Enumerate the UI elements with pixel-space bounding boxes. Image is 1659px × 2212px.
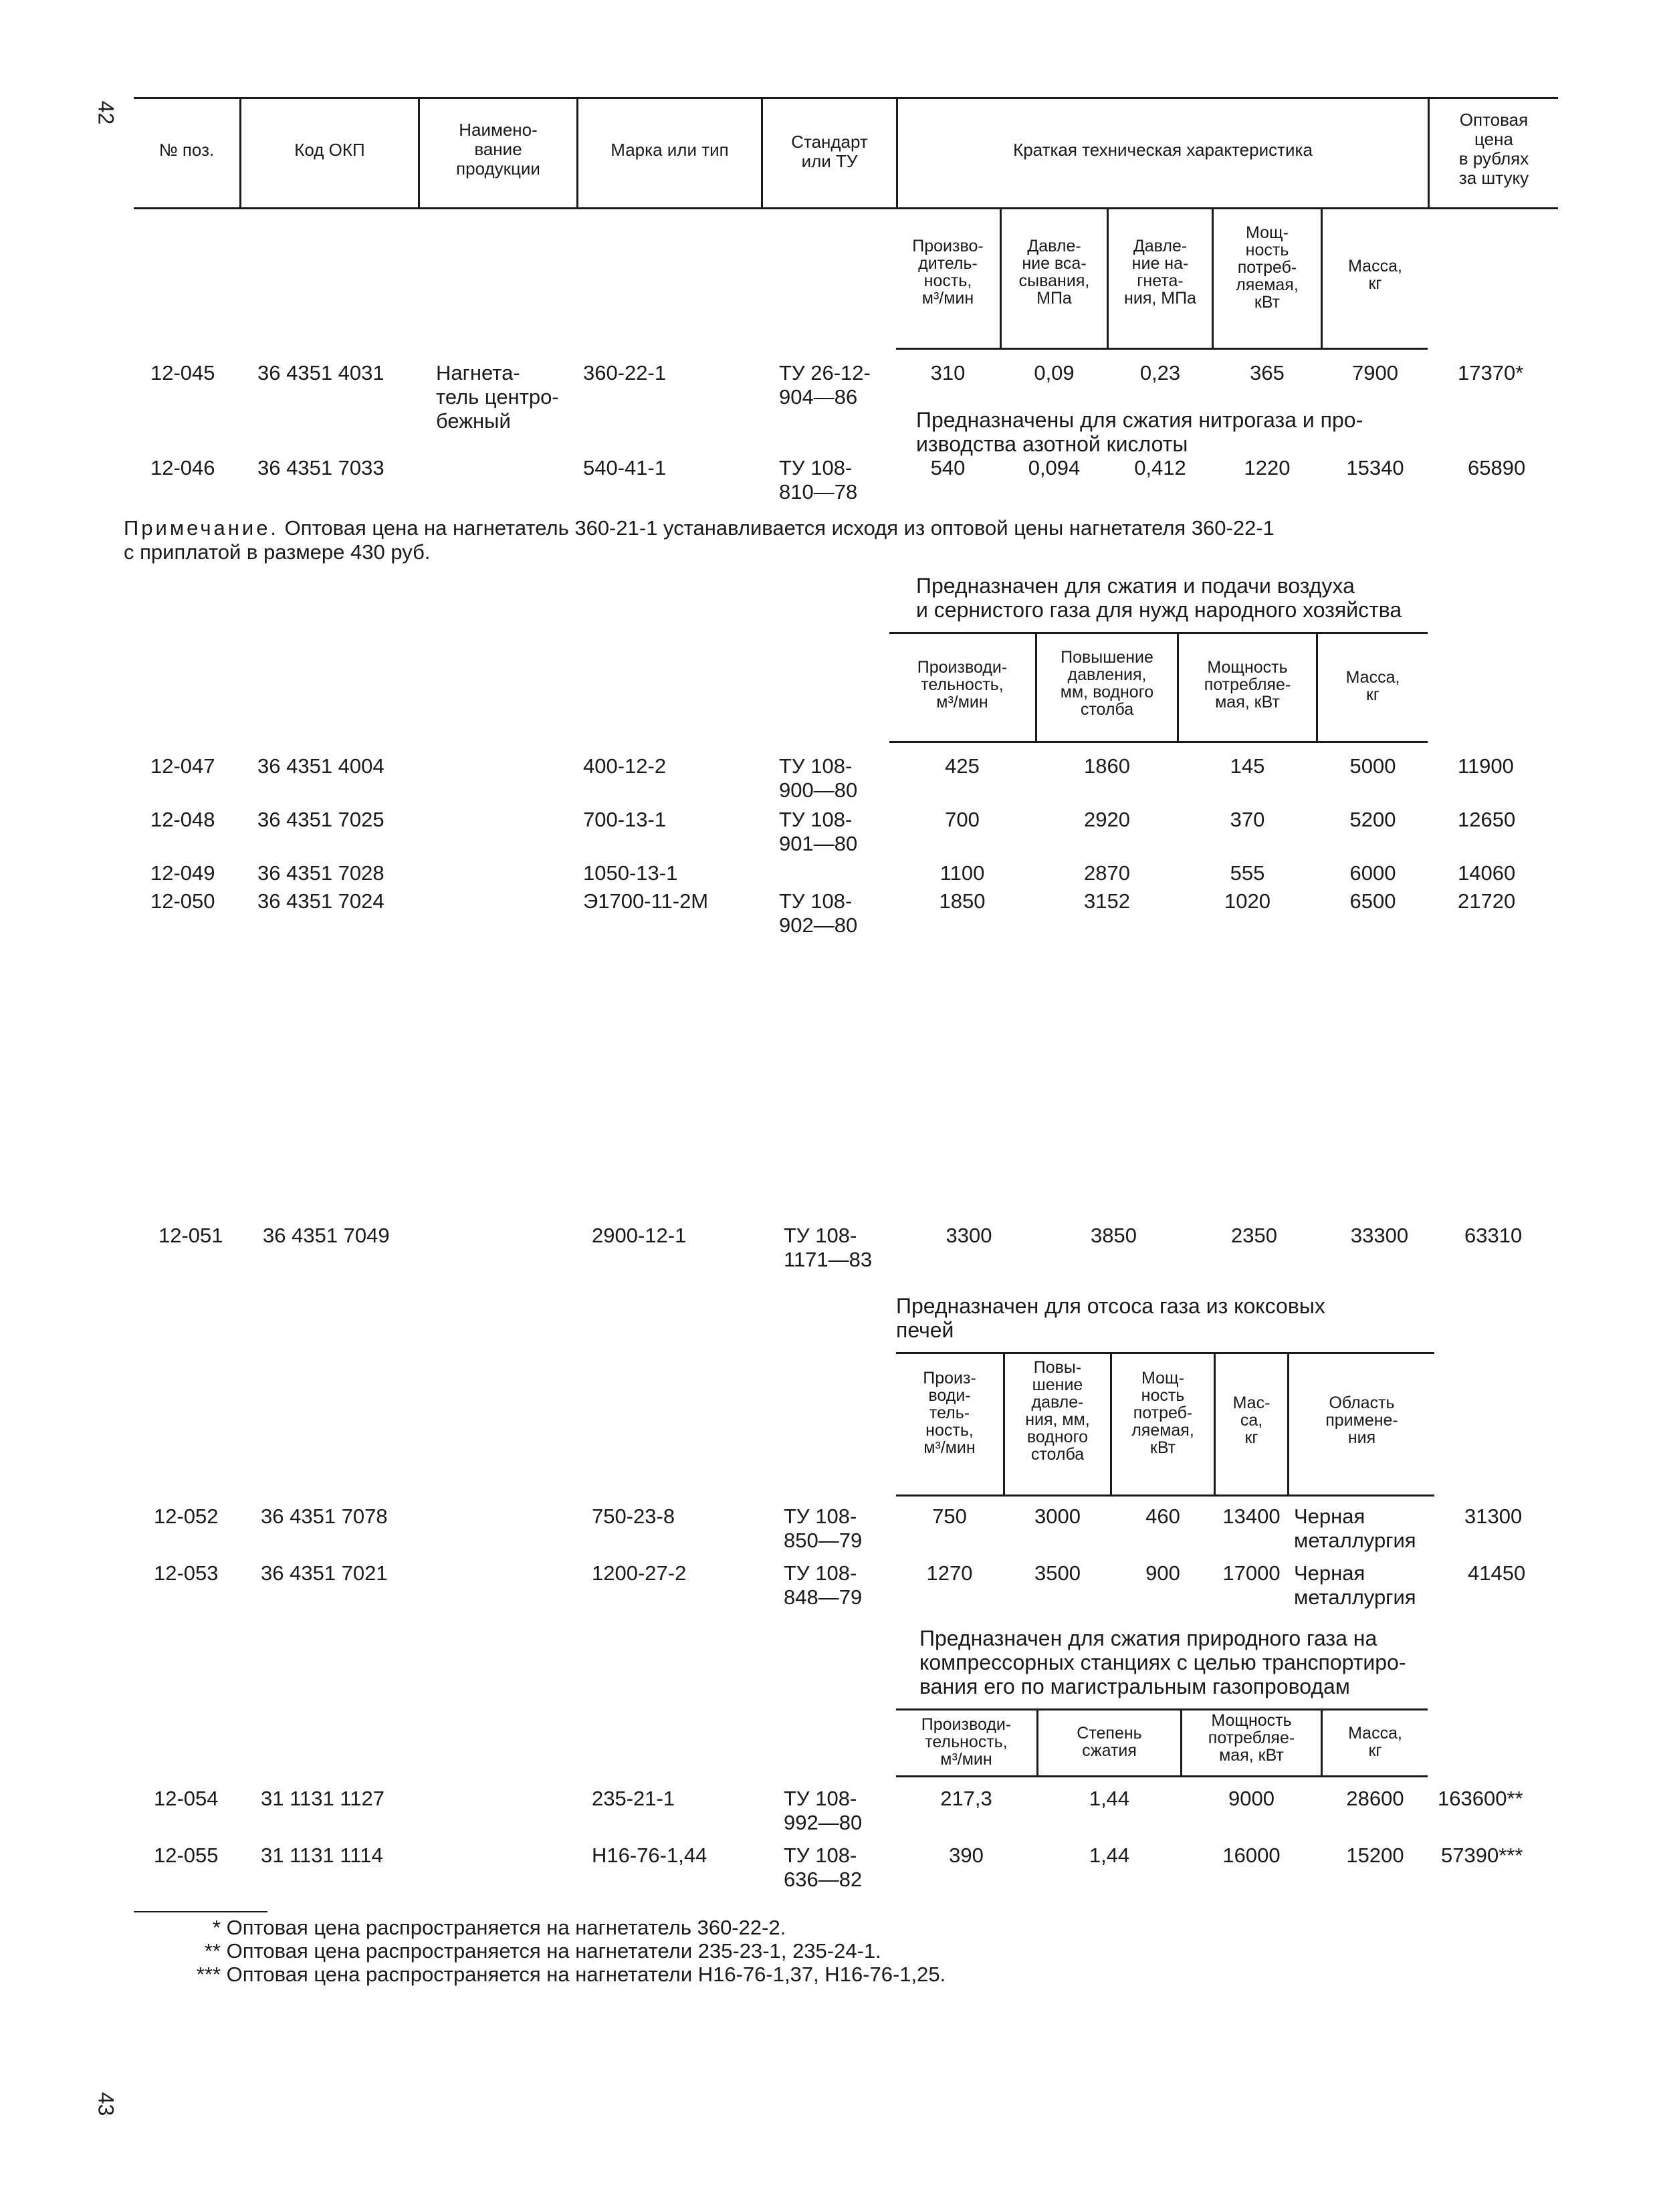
subheader-col [1323,1725,1428,1759]
row-okp: 36 4351 7025 [257,808,384,831]
subheader-line: м³/мин [921,289,974,308]
row-num: 12-048 [150,808,215,831]
row-std [784,1561,862,1610]
row-value: 2870 [1084,861,1130,885]
row-value: 1,44 [1089,1844,1130,1867]
row-value: 16000 [1222,1844,1281,1867]
page-number-bottom: 43 [94,2092,118,2116]
row-value: 6000 [1349,861,1396,885]
purpose-text [919,1626,1406,1698]
row-brand: Э1700-11-2М [583,889,709,913]
subheader-col [1179,659,1316,711]
row-std-line: 900—80 [779,778,858,802]
subheader-col [896,1369,1003,1456]
subheader-line: МПа [1036,289,1072,308]
row-brand: Н16-76-1,44 [592,1844,707,1867]
subheader-line: са, [1240,1411,1263,1430]
subheader-line: ность [1245,241,1289,259]
subheader-line: м³/мин [940,1750,992,1769]
subheader-top-rule [889,632,1428,634]
row-value: 33300 [1350,1224,1409,1247]
subheader-col [1112,1369,1214,1456]
subheader-line: давления, [1067,665,1147,684]
subheader-line: м³/мин [936,693,988,711]
subheader-top-rule [896,1708,1428,1710]
subheader-line: ние вса- [1022,254,1087,273]
subheader-col [1289,1394,1434,1446]
subheader-line: Масса, [1348,257,1402,275]
product-name-line: бежный [436,409,511,433]
row-num: 12-045 [150,361,215,384]
row-okp: 31 1131 1114 [261,1844,383,1867]
row-std-line: 902—80 [779,913,858,937]
header-name [420,120,576,179]
row-value: 370 [1230,808,1265,831]
footnote-mark: *** [196,1963,221,1986]
header-tech: Краткая техническая характеристика [1013,140,1313,160]
note-label: Примечание. [124,516,280,540]
row-std-line: 901—80 [779,832,858,855]
row-std-line: ТУ 108- [784,1787,857,1810]
header-name-line: продукции [456,158,540,179]
row-std-line: ТУ 26-12- [779,361,871,384]
row-num: 12-052 [154,1505,219,1528]
header-price-line: Оптовая [1459,110,1529,130]
row-value: 460 [1145,1505,1180,1528]
subheader-col [1182,1712,1321,1764]
footnote-text: Оптовая цена распространяется на нагнетатели 235-23-1, 235-24-1. [226,1939,881,1963]
row-okp: 36 4351 7049 [263,1224,390,1247]
subheader-line: потребляе- [1204,675,1291,694]
subheader-col [1002,237,1107,307]
row-brand: 1050-13-1 [583,861,678,885]
row-okp: 36 4351 7078 [261,1505,388,1528]
subheader-col [1216,1394,1287,1446]
header-bottom-rule [134,207,1558,209]
row-value: 3000 [1034,1505,1081,1528]
row-okp: 36 4351 4004 [257,754,384,778]
subheader-line: гнета- [1137,271,1184,290]
subheader-line: ность, [923,271,972,290]
subheader-line: потреб- [1133,1404,1193,1422]
row-price: 11900 [1458,754,1514,778]
page-number-top: 42 [94,100,118,125]
row-value: 2350 [1231,1224,1277,1247]
footnote-mark: * [212,1916,221,1939]
row-area [1294,1561,1416,1610]
row-num: 12-049 [150,861,215,885]
row-std-line: 810—78 [779,480,858,504]
subheader-line: ния, мм, [1025,1410,1090,1429]
row-price: 163600** [1438,1787,1523,1810]
purpose-line: и сернистого газа для нужд народного хозяйства [916,598,1402,622]
purpose-line: Предназначен для сжатия и подачи воздуха [916,574,1355,598]
row-value: 0,094 [1028,456,1081,479]
subheader-line: тельность, [925,1733,1008,1751]
subheader-line: ние на- [1131,254,1189,273]
row-okp: 36 4351 7024 [257,889,384,913]
row-std-line: 636—82 [784,1868,863,1891]
row-value: 15200 [1346,1844,1404,1867]
subheader-line: Степень [1077,1724,1142,1743]
row-value: 13400 [1222,1505,1281,1528]
row-value: 1860 [1084,754,1130,778]
row-value: 1270 [926,1561,973,1585]
subheader-line: кВт [1254,293,1281,312]
header-num: № поз. [158,140,215,160]
row-okp: 36 4351 7033 [257,456,384,479]
row-brand: 1200-27-2 [592,1561,687,1585]
footnote [134,1963,946,1987]
row-value: 1020 [1224,889,1270,913]
row-std-line: 850—79 [784,1529,863,1552]
row-brand: 235-21-1 [592,1787,675,1810]
row-brand: 360-22-1 [583,361,667,384]
footnote [134,1916,786,1940]
subheader-line: Произ- [923,1369,976,1388]
purpose-line: вания его по магистральным газопроводам [919,1674,1350,1698]
subheader-line: Область [1329,1394,1395,1412]
subheader-col [1318,669,1428,703]
subheader-line: потреб- [1237,258,1297,277]
subheader-line: потребляе- [1208,1729,1295,1747]
subheader-line: дитель- [918,254,978,273]
purpose-text [916,574,1402,622]
subheader-bottom-rule [896,1775,1428,1777]
row-std [784,1505,862,1553]
product-name-line: Нагнета- [436,361,520,384]
row-value: 390 [949,1844,984,1867]
row-std-line: 904—86 [779,385,858,409]
row-std [784,1224,872,1272]
purpose-text [916,408,1363,456]
row-value: 310 [930,361,966,384]
row-okp: 36 4351 7028 [257,861,384,885]
subheader-line: сывания, [1018,271,1090,290]
purpose-text [896,1294,1325,1342]
row-value: 0,412 [1134,456,1186,479]
row-brand: 2900-12-1 [592,1224,687,1247]
row-num: 12-051 [158,1224,223,1247]
row-std-line: 848—79 [784,1585,863,1609]
header-top-rule [134,97,1558,99]
footnote-text: Оптовая цена распространяется на нагнетатели Н16-76-1,37, Н16-76-1,25. [226,1963,946,1986]
subheader-line: ность [1141,1386,1185,1405]
row-std [779,754,857,802]
row-value: 700 [945,808,980,831]
subheader-line: Производи- [917,658,1008,677]
subheader-col [1038,1725,1180,1759]
row-value: 1220 [1244,456,1291,479]
row-brand: 700-13-1 [583,808,667,831]
subheader-line: ность, [925,1421,974,1440]
row-area [1294,1505,1416,1553]
row-area-line: Черная [1294,1561,1365,1585]
row-value: 3300 [946,1224,992,1247]
row-std-line: ТУ 108- [784,1561,857,1585]
row-value: 2920 [1084,808,1130,831]
header-name-line: Наимено- [459,120,538,140]
subheader-top-rule [896,1352,1434,1354]
row-std-line: ТУ 108- [779,808,853,831]
subheader-line: столба [1030,1445,1085,1464]
subheader-col [1037,649,1177,718]
header-price [1430,110,1558,188]
row-std-line: 1171—83 [784,1248,873,1271]
subheader-col [896,237,1000,307]
subheader-bottom-rule [896,1495,1434,1497]
row-value: 1850 [939,889,986,913]
subheader-line: м³/мин [923,1438,976,1457]
product-name [436,361,559,433]
subheader-col [1005,1359,1110,1463]
row-price: 65890 [1468,456,1526,479]
header-standard-line: Стандарт [791,132,868,152]
row-okp: 31 1131 1127 [261,1787,385,1810]
subheader-line: мм, водного [1060,683,1154,701]
row-value: 555 [1230,861,1265,885]
subheader-line: Производи- [921,1715,1012,1734]
footnote-text: Оптовая цена распространяется на нагнетатель 360-22-2. [226,1916,786,1939]
note-line-2: с приплатой в размере 430 руб. [124,540,431,564]
row-value: 0,23 [1139,361,1181,384]
subheader-line: ляемая, [1131,1421,1194,1440]
row-num: 12-055 [154,1844,219,1867]
subheader-line: Повы- [1033,1358,1082,1377]
subheader-line: примене- [1325,1411,1398,1430]
row-std-line: ТУ 108- [779,754,853,778]
subheader-bottom-rule [889,741,1428,743]
subheader-line: Произво- [912,237,984,255]
subheader-line: шение [1032,1375,1083,1394]
subheader-line: ляемая, [1236,275,1299,294]
row-price: 12650 [1458,808,1516,831]
row-std [779,361,871,409]
row-value: 900 [1145,1561,1180,1585]
subheader-line: Мощность [1207,658,1288,677]
subheader-line: кг [1365,685,1380,704]
row-value: 540 [930,456,966,479]
footnote [134,1939,881,1963]
row-std-line: ТУ 108- [784,1224,857,1247]
subheader-line: столба [1080,700,1134,719]
subheader-line: мая, кВт [1219,1746,1284,1765]
row-std [779,889,857,937]
footnote-mark: ** [204,1939,221,1963]
footnote-rule [134,1911,267,1912]
row-price: 31300 [1464,1505,1523,1528]
row-num: 12-047 [150,754,215,778]
purpose-line: печей [896,1318,954,1342]
row-brand: 540-41-1 [583,456,667,479]
subheader-line: Мощность [1211,1711,1292,1730]
row-value: 1,44 [1089,1787,1130,1810]
row-value: 5000 [1349,754,1396,778]
subheader-line: давле- [1031,1393,1084,1412]
subheader-col [889,659,1035,711]
subheader-line: кВт [1149,1438,1176,1457]
subheader-line: кг [1368,274,1382,293]
row-num: 12-054 [154,1787,219,1810]
row-price: 63310 [1464,1224,1523,1247]
row-value: 1100 [939,861,985,885]
row-area-line: металлургия [1294,1529,1416,1552]
row-value: 365 [1250,361,1285,384]
row-okp: 36 4351 7021 [261,1561,388,1585]
subheader-line: ния, МПа [1124,289,1196,308]
row-std-line: ТУ 108- [779,456,853,479]
row-price: 41450 [1468,1561,1526,1585]
row-std [779,456,857,504]
subheader-line: ния [1347,1428,1376,1447]
row-brand: 750-23-8 [592,1505,675,1528]
subheader-line: Мощ- [1246,223,1289,242]
subheader-line: тель- [929,1404,970,1422]
purpose-line: Предназначен для отсоса газа из коксовых [896,1294,1325,1318]
row-std [784,1844,862,1892]
header-okp: Код ОКП [294,140,365,160]
header-standard-line: или ТУ [801,151,858,171]
row-value: 5200 [1349,808,1396,831]
subheader-line: Масса, [1348,1724,1402,1743]
row-value: 15340 [1346,456,1404,479]
row-std [779,808,857,856]
subheader-line: кг [1244,1428,1258,1447]
row-area-line: металлургия [1294,1585,1416,1609]
row-value: 217,3 [940,1787,992,1810]
row-price: 14060 [1458,861,1516,885]
row-value: 3500 [1034,1561,1081,1585]
row-value: 425 [945,754,980,778]
row-value: 3152 [1084,889,1130,913]
purpose-line: Предназначены для сжатия нитрогаза и про- [916,408,1363,432]
row-value: 17000 [1222,1561,1281,1585]
subheader-line: водного [1026,1428,1089,1446]
row-value: 9000 [1228,1787,1275,1810]
header-price-line: за штуку [1458,168,1529,188]
subheader-line: тельность, [921,675,1004,694]
header-standard [763,132,896,171]
row-std [784,1787,862,1835]
note-text: Оптовая цена на нагнетатель 360-21-1 устанавливается исходя из оптовой цены нагнетателя 360-22-1 [284,516,1275,540]
row-value: 3850 [1091,1224,1137,1247]
subheader-line: Мас- [1232,1394,1270,1412]
row-value: 6500 [1349,889,1396,913]
note-line-1 [124,516,1275,540]
row-std-line: ТУ 108- [779,889,853,913]
product-name-line: тель центро- [436,385,559,409]
row-brand: 400-12-2 [583,754,667,778]
row-std-line: ТУ 108- [784,1844,857,1867]
subheader-line: Давле- [1027,237,1081,255]
header-price-line: цена [1474,129,1513,149]
row-value: 7900 [1352,361,1398,384]
row-area-line: Черная [1294,1505,1365,1528]
subheader-col [896,1716,1036,1768]
row-num: 12-046 [150,456,215,479]
subheader-rule [896,348,1428,350]
row-num: 12-053 [154,1561,219,1585]
subheader-line: Мощ- [1141,1369,1184,1388]
subheader-col [1214,224,1321,311]
subheader-line: мая, кВт [1215,693,1280,711]
header-brand: Марка или тип [611,140,729,160]
row-value: 145 [1230,754,1265,778]
subheader-col [1323,257,1428,292]
row-std-line: ТУ 108- [784,1505,857,1528]
header-name-line: вание [474,139,522,159]
row-price: 57390*** [1441,1844,1523,1867]
row-price: 17370* [1458,361,1524,384]
row-value: 0,09 [1034,361,1075,384]
subheader-line: Давле- [1133,237,1188,255]
subheader-line: сжатия [1082,1741,1137,1760]
subheader-line: води- [928,1386,971,1405]
row-value: 750 [932,1505,967,1528]
purpose-line: изводства азотной кислоты [916,432,1188,456]
row-value: 28600 [1346,1787,1404,1810]
subheader-line: кг [1368,1741,1382,1760]
purpose-line: компрессорных станциях с целью транспортиро- [919,1650,1406,1674]
row-std-line: 992—80 [784,1811,863,1834]
subheader-col [1109,237,1212,307]
subheader-line: Масса, [1345,668,1400,687]
header-price-line: в рублях [1458,148,1529,169]
subheader-line: Повышение [1061,648,1153,667]
row-okp: 36 4351 4031 [257,361,384,384]
row-price: 21720 [1458,889,1516,913]
row-num: 12-050 [150,889,215,913]
purpose-line: Предназначен для сжатия природного газа на [919,1626,1377,1650]
